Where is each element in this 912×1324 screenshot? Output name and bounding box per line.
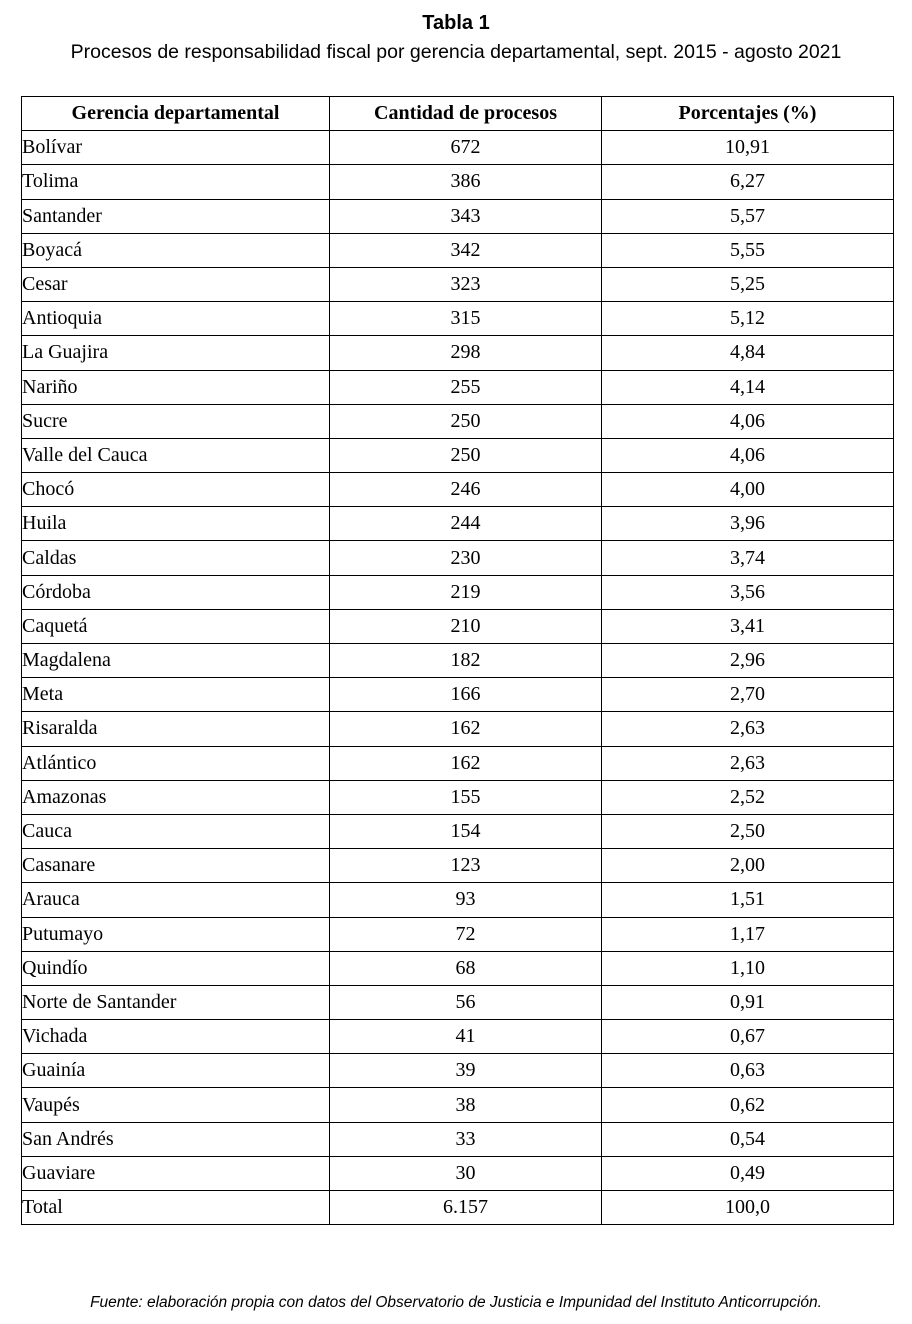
percentage-cell: 10,91 xyxy=(602,131,894,165)
process-count-cell: 56 xyxy=(330,985,602,1019)
department-name-cell: Quindío xyxy=(22,951,330,985)
process-count-cell: 41 xyxy=(330,1020,602,1054)
table-body xyxy=(22,131,894,1191)
column-header-porcentajes: Porcentajes (%) xyxy=(602,97,894,131)
table-row xyxy=(22,267,894,301)
process-count-cell: 315 xyxy=(330,302,602,336)
department-name-cell: La Guajira xyxy=(22,336,330,370)
department-name-cell: Caquetá xyxy=(22,609,330,643)
percentage-cell: 4,14 xyxy=(602,370,894,404)
department-name-cell: Guaviare xyxy=(22,1156,330,1190)
department-name-cell: Atlántico xyxy=(22,746,330,780)
source-note: Fuente: elaboración propia con datos del Observatorio de Justicia e Impunidad del Instituto Anticorrupción. xyxy=(90,1294,822,1311)
process-count-cell: 323 xyxy=(330,267,602,301)
department-name-cell: Tolima xyxy=(22,165,330,199)
table-row xyxy=(22,609,894,643)
percentage-cell: 0,63 xyxy=(602,1054,894,1088)
process-count-cell: 182 xyxy=(330,644,602,678)
table-row xyxy=(22,678,894,712)
table-row xyxy=(22,404,894,438)
department-name-cell: Vichada xyxy=(22,1020,330,1054)
process-count-cell: 72 xyxy=(330,917,602,951)
total-label: Total xyxy=(22,1191,330,1225)
process-count-cell: 162 xyxy=(330,746,602,780)
table-row xyxy=(22,883,894,917)
percentage-cell: 3,96 xyxy=(602,507,894,541)
percentage-cell: 5,57 xyxy=(602,199,894,233)
table-row xyxy=(22,507,894,541)
total-percent: 100,0 xyxy=(602,1191,894,1225)
table-row xyxy=(22,917,894,951)
process-count-cell: 230 xyxy=(330,541,602,575)
process-count-cell: 219 xyxy=(330,575,602,609)
department-name-cell: Amazonas xyxy=(22,780,330,814)
percentage-cell: 1,51 xyxy=(602,883,894,917)
department-name-cell: San Andrés xyxy=(22,1122,330,1156)
table-header-row xyxy=(22,97,894,131)
department-name-cell: Antioquia xyxy=(22,302,330,336)
process-count-cell: 250 xyxy=(330,404,602,438)
percentage-cell: 1,17 xyxy=(602,917,894,951)
process-count-cell: 343 xyxy=(330,199,602,233)
process-count-cell: 93 xyxy=(330,883,602,917)
table-row xyxy=(22,575,894,609)
department-name-cell: Boyacá xyxy=(22,233,330,267)
percentage-cell: 2,63 xyxy=(602,746,894,780)
percentage-cell: 0,91 xyxy=(602,985,894,1019)
department-name-cell: Arauca xyxy=(22,883,330,917)
process-count-cell: 123 xyxy=(330,849,602,883)
process-count-cell: 250 xyxy=(330,438,602,472)
department-name-cell: Sucre xyxy=(22,404,330,438)
department-name-cell: Bolívar xyxy=(22,131,330,165)
department-name-cell: Córdoba xyxy=(22,575,330,609)
process-count-cell: 246 xyxy=(330,473,602,507)
column-header-cantidad: Cantidad de procesos xyxy=(330,97,602,131)
percentage-cell: 2,52 xyxy=(602,780,894,814)
department-name-cell: Casanare xyxy=(22,849,330,883)
table-row xyxy=(22,1054,894,1088)
table-row xyxy=(22,1156,894,1190)
department-name-cell: Valle del Cauca xyxy=(22,438,330,472)
table-row xyxy=(22,336,894,370)
percentage-cell: 2,50 xyxy=(602,814,894,848)
percentage-cell: 4,00 xyxy=(602,473,894,507)
table-row xyxy=(22,1088,894,1122)
process-count-cell: 155 xyxy=(330,780,602,814)
process-count-cell: 30 xyxy=(330,1156,602,1190)
department-name-cell: Cauca xyxy=(22,814,330,848)
department-name-cell: Chocó xyxy=(22,473,330,507)
percentage-cell: 4,06 xyxy=(602,404,894,438)
table-row xyxy=(22,438,894,472)
percentage-cell: 3,56 xyxy=(602,575,894,609)
column-header-gerencia: Gerencia departamental xyxy=(22,97,330,131)
department-name-cell: Meta xyxy=(22,678,330,712)
department-name-cell: Norte de Santander xyxy=(22,985,330,1019)
table-row xyxy=(22,780,894,814)
table-caption-title: Procesos de responsabilidad fiscal por gerencia departamental, sept. 2015 - agosto 2021 xyxy=(70,41,842,63)
percentage-cell: 3,41 xyxy=(602,609,894,643)
percentage-cell: 0,49 xyxy=(602,1156,894,1190)
percentage-cell: 0,62 xyxy=(602,1088,894,1122)
table-row xyxy=(22,814,894,848)
percentage-cell: 2,63 xyxy=(602,712,894,746)
process-count-cell: 68 xyxy=(330,951,602,985)
percentage-cell: 5,12 xyxy=(602,302,894,336)
table-row xyxy=(22,644,894,678)
table-row xyxy=(22,233,894,267)
percentage-cell: 5,25 xyxy=(602,267,894,301)
percentage-cell: 4,84 xyxy=(602,336,894,370)
percentage-cell: 0,54 xyxy=(602,1122,894,1156)
process-count-cell: 210 xyxy=(330,609,602,643)
table-row xyxy=(22,712,894,746)
table-total-row xyxy=(22,1191,894,1225)
process-count-cell: 166 xyxy=(330,678,602,712)
percentage-cell: 2,96 xyxy=(602,644,894,678)
department-name-cell: Putumayo xyxy=(22,917,330,951)
percentage-cell: 1,10 xyxy=(602,951,894,985)
table-row xyxy=(22,1122,894,1156)
process-count-cell: 154 xyxy=(330,814,602,848)
total-count: 6.157 xyxy=(330,1191,602,1225)
process-count-cell: 33 xyxy=(330,1122,602,1156)
process-count-cell: 244 xyxy=(330,507,602,541)
process-count-cell: 672 xyxy=(330,131,602,165)
table-row xyxy=(22,473,894,507)
department-name-cell: Huila xyxy=(22,507,330,541)
process-count-cell: 386 xyxy=(330,165,602,199)
table-caption-number: Tabla 1 xyxy=(422,12,490,34)
table-row xyxy=(22,985,894,1019)
department-name-cell: Guainía xyxy=(22,1054,330,1088)
table-row xyxy=(22,849,894,883)
percentage-cell: 2,70 xyxy=(602,678,894,712)
department-name-cell: Vaupés xyxy=(22,1088,330,1122)
process-count-cell: 39 xyxy=(330,1054,602,1088)
table-row xyxy=(22,131,894,165)
department-name-cell: Cesar xyxy=(22,267,330,301)
processes-table xyxy=(21,96,894,1225)
department-name-cell: Nariño xyxy=(22,370,330,404)
table-row xyxy=(22,302,894,336)
table-row xyxy=(22,1020,894,1054)
table-row xyxy=(22,370,894,404)
percentage-cell: 3,74 xyxy=(602,541,894,575)
table-row xyxy=(22,951,894,985)
process-count-cell: 298 xyxy=(330,336,602,370)
table-row xyxy=(22,541,894,575)
percentage-cell: 2,00 xyxy=(602,849,894,883)
process-count-cell: 255 xyxy=(330,370,602,404)
department-name-cell: Caldas xyxy=(22,541,330,575)
department-name-cell: Magdalena xyxy=(22,644,330,678)
department-name-cell: Santander xyxy=(22,199,330,233)
percentage-cell: 6,27 xyxy=(602,165,894,199)
process-count-cell: 38 xyxy=(330,1088,602,1122)
table-row xyxy=(22,165,894,199)
process-count-cell: 162 xyxy=(330,712,602,746)
table-row xyxy=(22,746,894,780)
percentage-cell: 5,55 xyxy=(602,233,894,267)
table-row xyxy=(22,199,894,233)
process-count-cell: 342 xyxy=(330,233,602,267)
department-name-cell: Risaralda xyxy=(22,712,330,746)
percentage-cell: 0,67 xyxy=(602,1020,894,1054)
percentage-cell: 4,06 xyxy=(602,438,894,472)
